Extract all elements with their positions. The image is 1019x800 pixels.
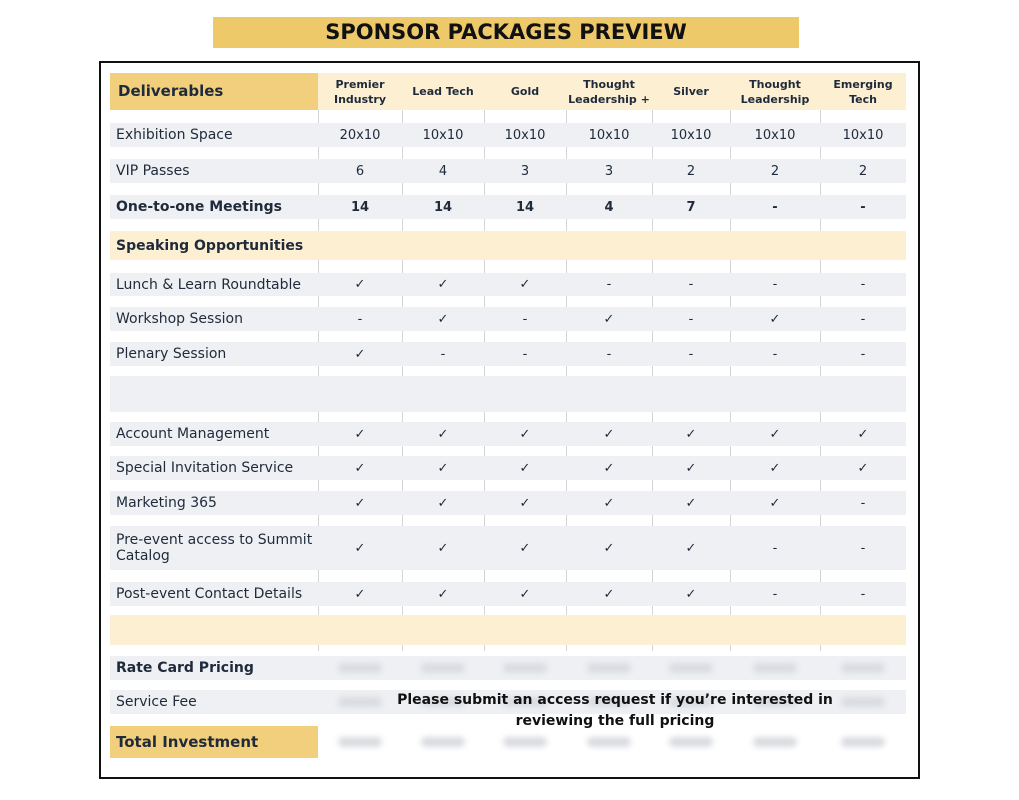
check-icon: ✓ xyxy=(730,491,820,515)
table-row-account xyxy=(110,422,906,446)
cell-value: 2 xyxy=(652,159,730,183)
empty-cell xyxy=(566,376,652,412)
cell-value: - xyxy=(730,526,820,570)
redacted-value xyxy=(503,737,547,747)
redacted-value xyxy=(669,737,713,747)
redacted-value xyxy=(841,663,885,673)
redacted-value xyxy=(338,737,382,747)
cell-value: - xyxy=(318,307,402,331)
check-icon: ✓ xyxy=(652,422,730,446)
check-icon: ✓ xyxy=(730,422,820,446)
table-row-marketing xyxy=(110,491,906,515)
package-column-header: Emerging Tech xyxy=(820,73,906,110)
check-icon: ✓ xyxy=(318,456,402,480)
check-icon: ✓ xyxy=(566,307,652,331)
table-row-lunch xyxy=(110,273,906,296)
cell-value: - xyxy=(402,342,484,366)
check-icon: ✓ xyxy=(318,422,402,446)
cell-value: - xyxy=(652,273,730,296)
cell-value: - xyxy=(820,526,906,570)
check-icon: ✓ xyxy=(652,582,730,606)
blurred-price xyxy=(652,656,730,680)
cell-value: 4 xyxy=(402,159,484,183)
cell-value: 6 xyxy=(318,159,402,183)
row-label: Rate Card Pricing xyxy=(110,656,318,680)
check-icon: ✓ xyxy=(820,422,906,446)
check-icon: ✓ xyxy=(484,456,566,480)
cell-value: - xyxy=(820,582,906,606)
cell-value: - xyxy=(820,195,906,219)
package-column-header: Gold xyxy=(484,73,566,110)
check-icon: ✓ xyxy=(402,422,484,446)
empty-cell xyxy=(484,231,566,260)
check-icon: ✓ xyxy=(402,307,484,331)
check-icon: ✓ xyxy=(566,582,652,606)
check-icon: ✓ xyxy=(402,273,484,296)
empty-cell xyxy=(652,615,730,645)
row-label: One-to-one Meetings xyxy=(110,195,318,219)
row-label xyxy=(110,376,318,412)
redacted-value xyxy=(503,663,547,673)
table-row-speaking xyxy=(110,231,906,260)
redacted-value xyxy=(338,697,382,707)
check-icon: ✓ xyxy=(652,456,730,480)
empty-cell xyxy=(318,231,402,260)
redacted-value xyxy=(421,663,465,673)
check-icon: ✓ xyxy=(652,491,730,515)
redacted-value xyxy=(753,737,797,747)
table-row-workshop xyxy=(110,307,906,331)
cell-value: 2 xyxy=(820,159,906,183)
check-icon: ✓ xyxy=(484,422,566,446)
empty-cell xyxy=(566,231,652,260)
pricing-access-message: Please submit an access request if you’re interested in reviewing the full pricing xyxy=(397,692,833,729)
empty-cell xyxy=(730,231,820,260)
row-label: Post-event Contact Details xyxy=(110,582,318,606)
row-label: Lunch & Learn Roundtable xyxy=(110,273,318,296)
cell-value: 3 xyxy=(566,159,652,183)
table-row-empty1 xyxy=(110,376,906,412)
cell-value: 10x10 xyxy=(820,123,906,147)
package-column-header: Lead Tech xyxy=(402,73,484,110)
cell-value: 3 xyxy=(484,159,566,183)
row-label: Special Invitation Service xyxy=(110,456,318,480)
blurred-price xyxy=(730,656,820,680)
cell-value: - xyxy=(730,582,820,606)
package-column-header: Thought Leadership + xyxy=(566,73,652,110)
blurred-price xyxy=(566,656,652,680)
table-row-meetings xyxy=(110,195,906,219)
cell-value: 14 xyxy=(318,195,402,219)
row-label: Account Management xyxy=(110,422,318,446)
cell-value: - xyxy=(730,195,820,219)
check-icon: ✓ xyxy=(402,456,484,480)
cell-value: - xyxy=(652,307,730,331)
row-label: Total Investment xyxy=(110,726,318,758)
cell-value: - xyxy=(566,342,652,366)
row-label: Workshop Session xyxy=(110,307,318,331)
cell-value: 14 xyxy=(484,195,566,219)
check-icon: ✓ xyxy=(652,526,730,570)
page-title: SPONSOR PACKAGES PREVIEW xyxy=(213,17,799,48)
check-icon: ✓ xyxy=(318,273,402,296)
empty-cell xyxy=(318,615,402,645)
check-icon: ✓ xyxy=(318,582,402,606)
cell-value: 10x10 xyxy=(652,123,730,147)
cell-value: - xyxy=(730,273,820,296)
blurred-price xyxy=(402,656,484,680)
cell-value: 10x10 xyxy=(484,123,566,147)
blurred-price xyxy=(484,656,566,680)
table-row-rate xyxy=(110,656,906,680)
row-label: Pre-event access to Summit Catalog xyxy=(110,526,318,570)
empty-cell xyxy=(402,231,484,260)
redacted-value xyxy=(587,737,631,747)
cell-value: 10x10 xyxy=(566,123,652,147)
cell-value: - xyxy=(484,342,566,366)
redacted-value xyxy=(669,663,713,673)
empty-cell xyxy=(402,615,484,645)
empty-cell xyxy=(820,231,906,260)
empty-cell xyxy=(730,376,820,412)
table-row-preevent xyxy=(110,526,906,570)
cell-value: - xyxy=(566,273,652,296)
package-column-header: Premier Industry xyxy=(318,73,402,110)
check-icon: ✓ xyxy=(318,526,402,570)
empty-cell xyxy=(730,615,820,645)
cell-value: - xyxy=(652,342,730,366)
cell-value: 10x10 xyxy=(402,123,484,147)
empty-cell xyxy=(820,376,906,412)
cell-value: 2 xyxy=(730,159,820,183)
empty-cell xyxy=(652,231,730,260)
cell-value: - xyxy=(820,273,906,296)
package-column-header: Thought Leadership xyxy=(730,73,820,110)
check-icon: ✓ xyxy=(318,342,402,366)
cell-value: - xyxy=(820,307,906,331)
table-header-row xyxy=(110,73,906,110)
check-icon: ✓ xyxy=(402,491,484,515)
row-label: Service Fee xyxy=(110,690,318,714)
table-row-empty2 xyxy=(110,615,906,645)
check-icon: ✓ xyxy=(566,491,652,515)
cell-value: 10x10 xyxy=(730,123,820,147)
check-icon: ✓ xyxy=(730,307,820,331)
cell-value: - xyxy=(484,307,566,331)
blurred-price xyxy=(820,656,906,680)
redacted-value xyxy=(338,663,382,673)
empty-cell xyxy=(484,376,566,412)
empty-cell xyxy=(652,376,730,412)
cell-value: - xyxy=(820,491,906,515)
cell-value: 14 xyxy=(402,195,484,219)
row-label xyxy=(110,615,318,645)
row-label: Deliverables xyxy=(110,73,318,110)
empty-cell xyxy=(820,615,906,645)
empty-cell xyxy=(318,376,402,412)
check-icon: ✓ xyxy=(484,582,566,606)
check-icon: ✓ xyxy=(402,526,484,570)
check-icon: ✓ xyxy=(402,582,484,606)
cell-value: - xyxy=(820,342,906,366)
table-row-invitation xyxy=(110,456,906,480)
row-label: Speaking Opportunities xyxy=(116,237,304,254)
check-icon: ✓ xyxy=(566,456,652,480)
check-icon: ✓ xyxy=(318,491,402,515)
check-icon: ✓ xyxy=(820,456,906,480)
redacted-value xyxy=(421,737,465,747)
redacted-value xyxy=(587,663,631,673)
check-icon: ✓ xyxy=(730,456,820,480)
cell-value: 4 xyxy=(566,195,652,219)
table-row-postevent xyxy=(110,582,906,606)
empty-cell xyxy=(484,615,566,645)
check-icon: ✓ xyxy=(566,526,652,570)
row-label: Plenary Session xyxy=(110,342,318,366)
row-label: VIP Passes xyxy=(110,159,318,183)
cell-value: - xyxy=(730,342,820,366)
redacted-value xyxy=(753,663,797,673)
check-icon: ✓ xyxy=(484,526,566,570)
empty-cell xyxy=(566,615,652,645)
blurred-price xyxy=(318,656,402,680)
redacted-value xyxy=(841,737,885,747)
cell-value: 20x10 xyxy=(318,123,402,147)
table-row-vip xyxy=(110,159,906,183)
check-icon: ✓ xyxy=(484,273,566,296)
cell-value: 7 xyxy=(652,195,730,219)
table-row-plenary xyxy=(110,342,906,366)
check-icon: ✓ xyxy=(484,491,566,515)
package-column-header: Silver xyxy=(652,73,730,110)
check-icon: ✓ xyxy=(566,422,652,446)
row-label: Marketing 365 xyxy=(110,491,318,515)
row-label: Exhibition Space xyxy=(110,123,318,147)
table-row-exhibition xyxy=(110,123,906,147)
empty-cell xyxy=(402,376,484,412)
